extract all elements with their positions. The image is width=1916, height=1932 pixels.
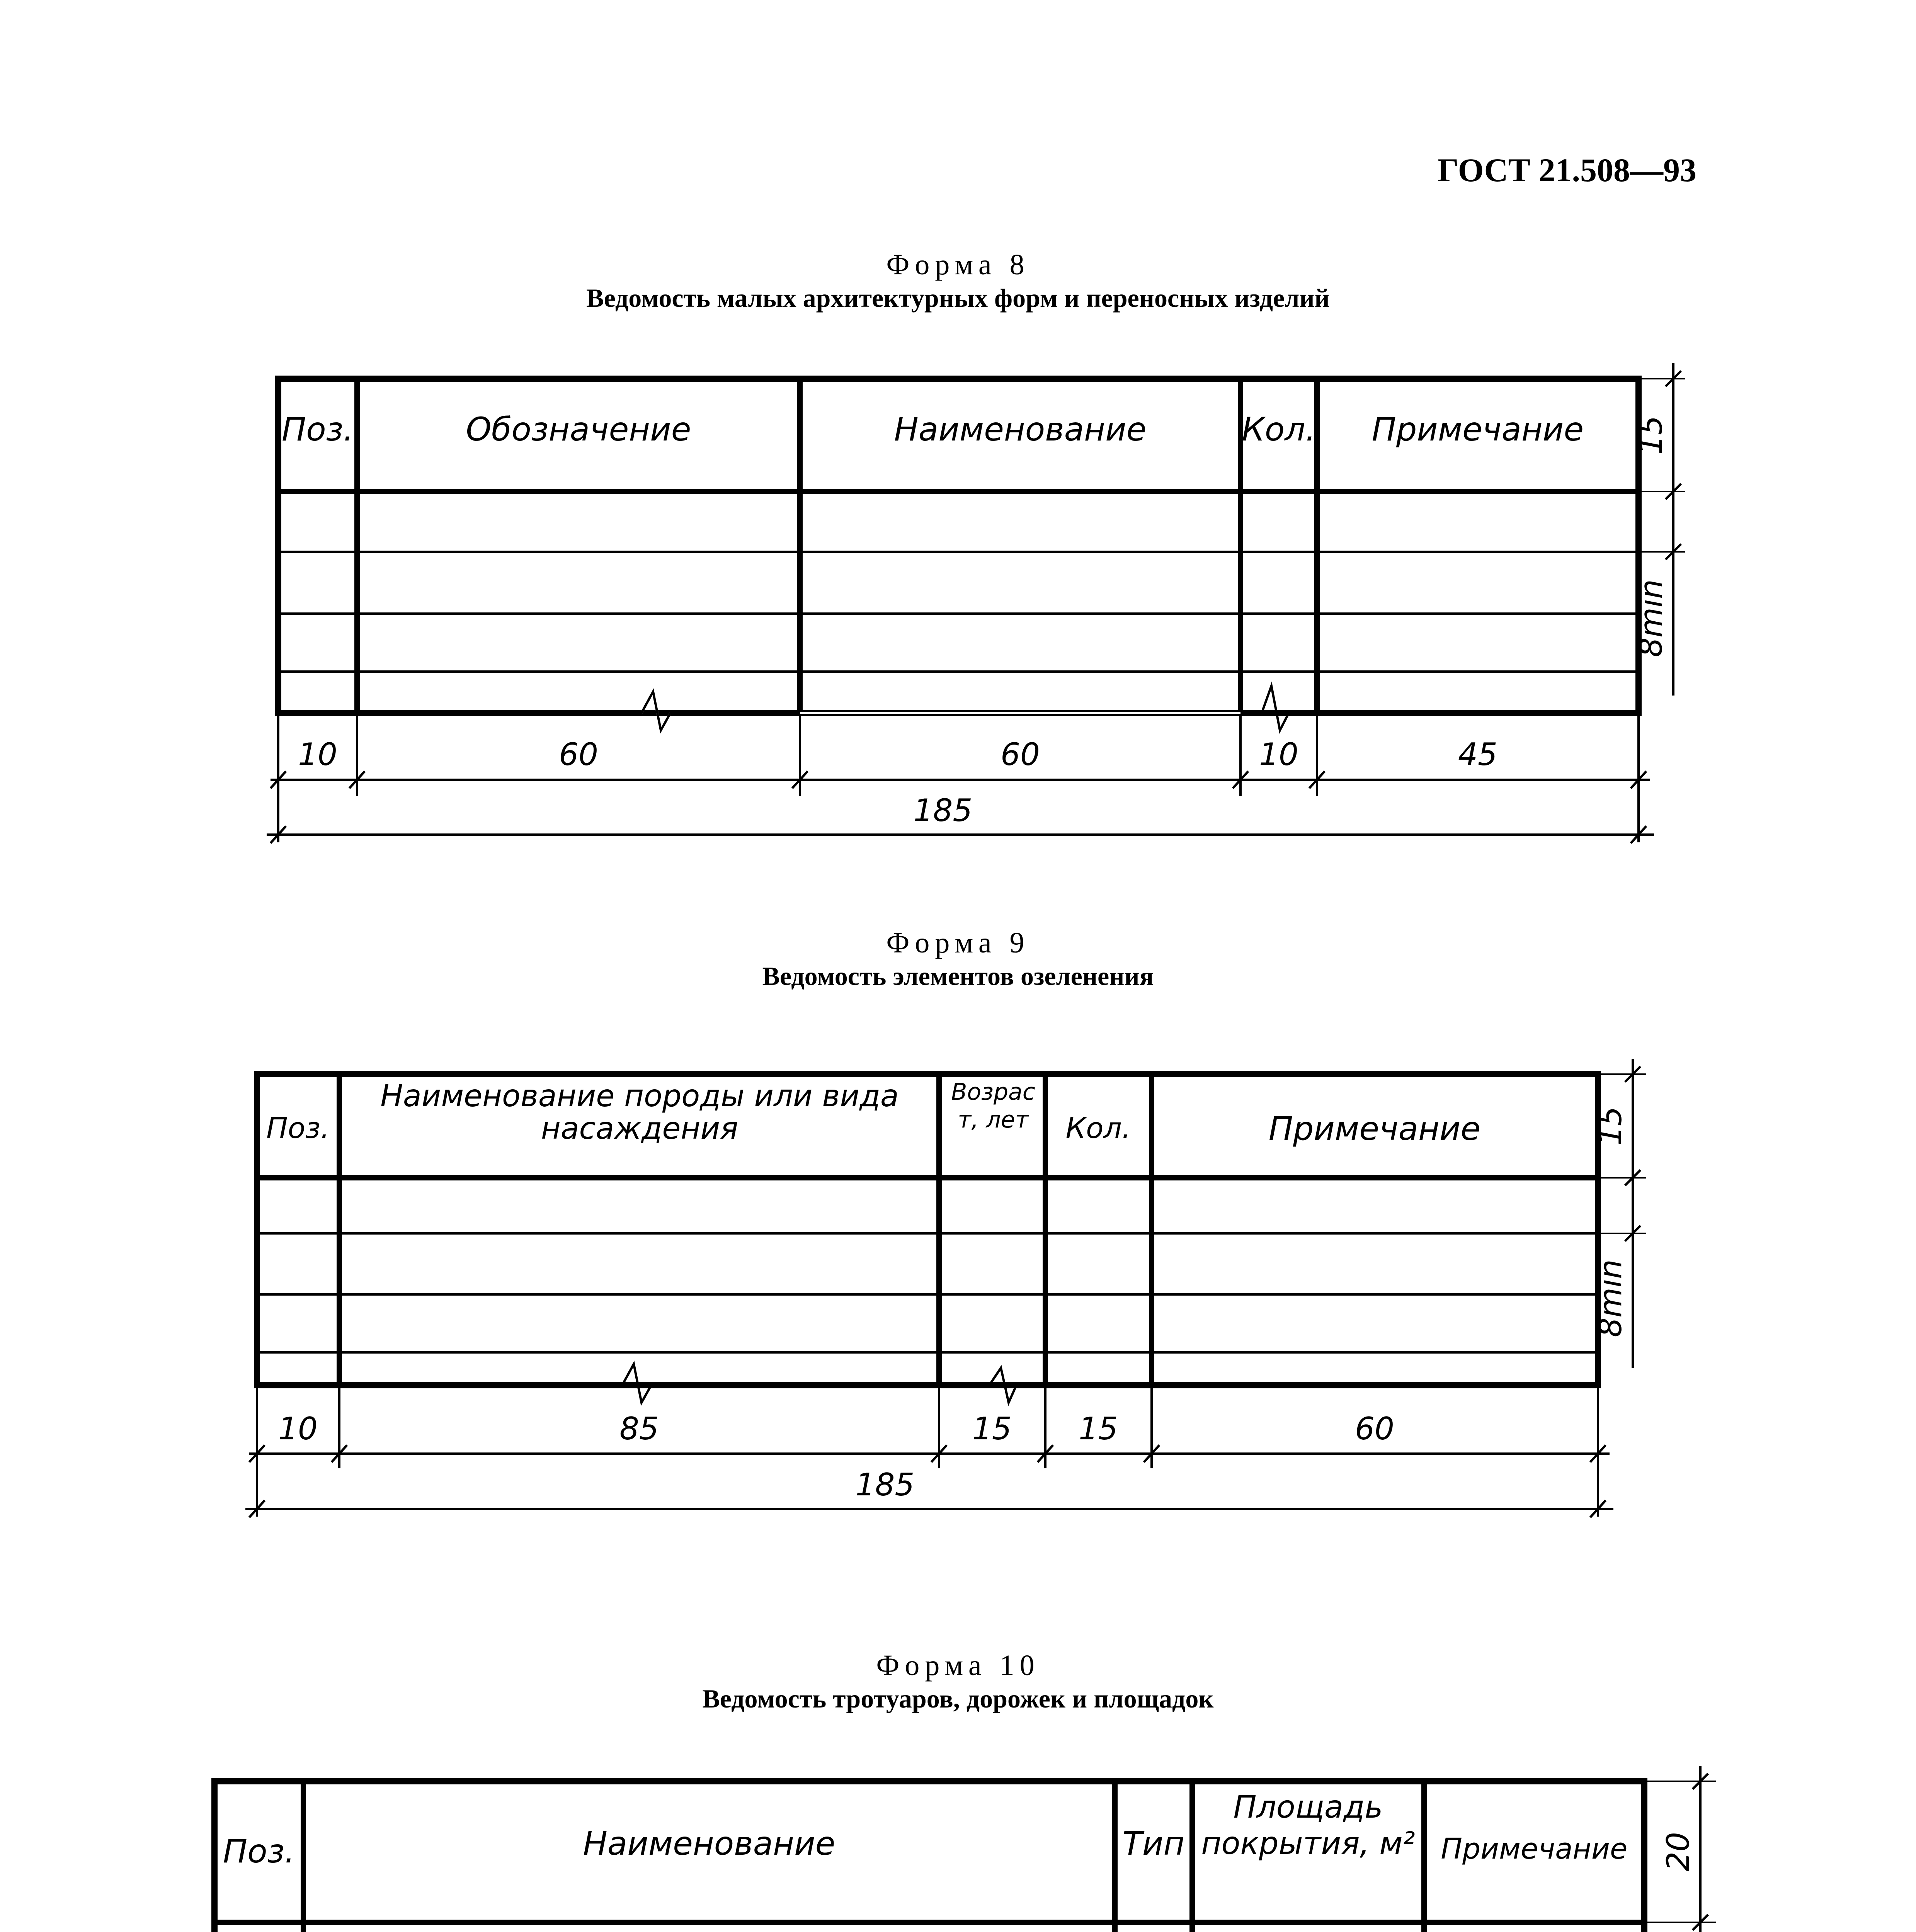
- form-8-dim-col-2: 60: [559, 736, 598, 772]
- form-8-dim-row-height: 8min: [1633, 579, 1669, 657]
- standard-code: ГОСТ 21.508—93: [1438, 151, 1696, 189]
- form-8-label: Форма 8: [886, 248, 1030, 281]
- form-9-col-qty: Кол.: [1065, 1112, 1131, 1145]
- form-9-col-name: Наименование породы или вида насаждения: [380, 1080, 899, 1146]
- form-10-name: Ведомость тротуаров, дорожек и площадок: [702, 1684, 1214, 1713]
- form-9-name: Ведомость элементов озеленения: [762, 961, 1154, 991]
- form-8-dim-col-1: 10: [298, 736, 337, 772]
- form-8-col-pos: Поз.: [282, 410, 354, 448]
- form-10-col-area: Площадь покрытия, м²: [1201, 1789, 1415, 1861]
- form-10-col-pos: Поз.: [223, 1832, 295, 1870]
- form-8-dim-header-height: 15: [1633, 415, 1669, 455]
- form-8-dim-col-4: 10: [1259, 736, 1298, 772]
- form-10-col-area-wrap: [1196, 1789, 1420, 1920]
- form-8-col-qty: Кол.: [1242, 410, 1316, 448]
- form-10-border: [214, 1781, 1644, 1932]
- form-8-dim-col-5: 45: [1458, 736, 1497, 772]
- form-8-name: Ведомость малых архитектурных форм и переносных изделий: [586, 283, 1330, 313]
- form-9-dim-total: 185: [855, 1467, 915, 1503]
- form-8-col-note: Примечание: [1371, 410, 1584, 448]
- form-9-dim-col-1: 10: [278, 1411, 318, 1447]
- form-9-col-age: Возраст, лет: [951, 1078, 1035, 1133]
- form-8-dim-col-3: 60: [1001, 736, 1040, 772]
- form-9-col-pos: Поз.: [266, 1112, 330, 1145]
- form-10-dim-header-height: 20: [1660, 1832, 1696, 1871]
- form-9-label: Форма 9: [886, 927, 1030, 959]
- form-9-dim-row-height: 8min: [1593, 1259, 1628, 1337]
- form-9-dim-col-4: 15: [1079, 1411, 1118, 1447]
- form-10-col-note: Примечание: [1441, 1832, 1628, 1866]
- form-9-dim-header-height: 15: [1593, 1106, 1628, 1146]
- form-9-dim-col-3: 15: [972, 1411, 1012, 1447]
- form-10-col-name: Наименование: [583, 1825, 835, 1862]
- form-8-col-designation: Обозначение: [466, 410, 691, 448]
- form-9-col-note: Примечание: [1268, 1110, 1481, 1148]
- form-9-dim-col-5: 60: [1355, 1411, 1394, 1447]
- form-10-label: Форма 10: [876, 1649, 1040, 1682]
- form-10-col-type: Тип: [1122, 1825, 1185, 1862]
- form-8-dim-total: 185: [913, 793, 973, 828]
- form-9-dim-col-2: 85: [619, 1411, 659, 1447]
- form-8-col-name: Наименование: [894, 410, 1147, 448]
